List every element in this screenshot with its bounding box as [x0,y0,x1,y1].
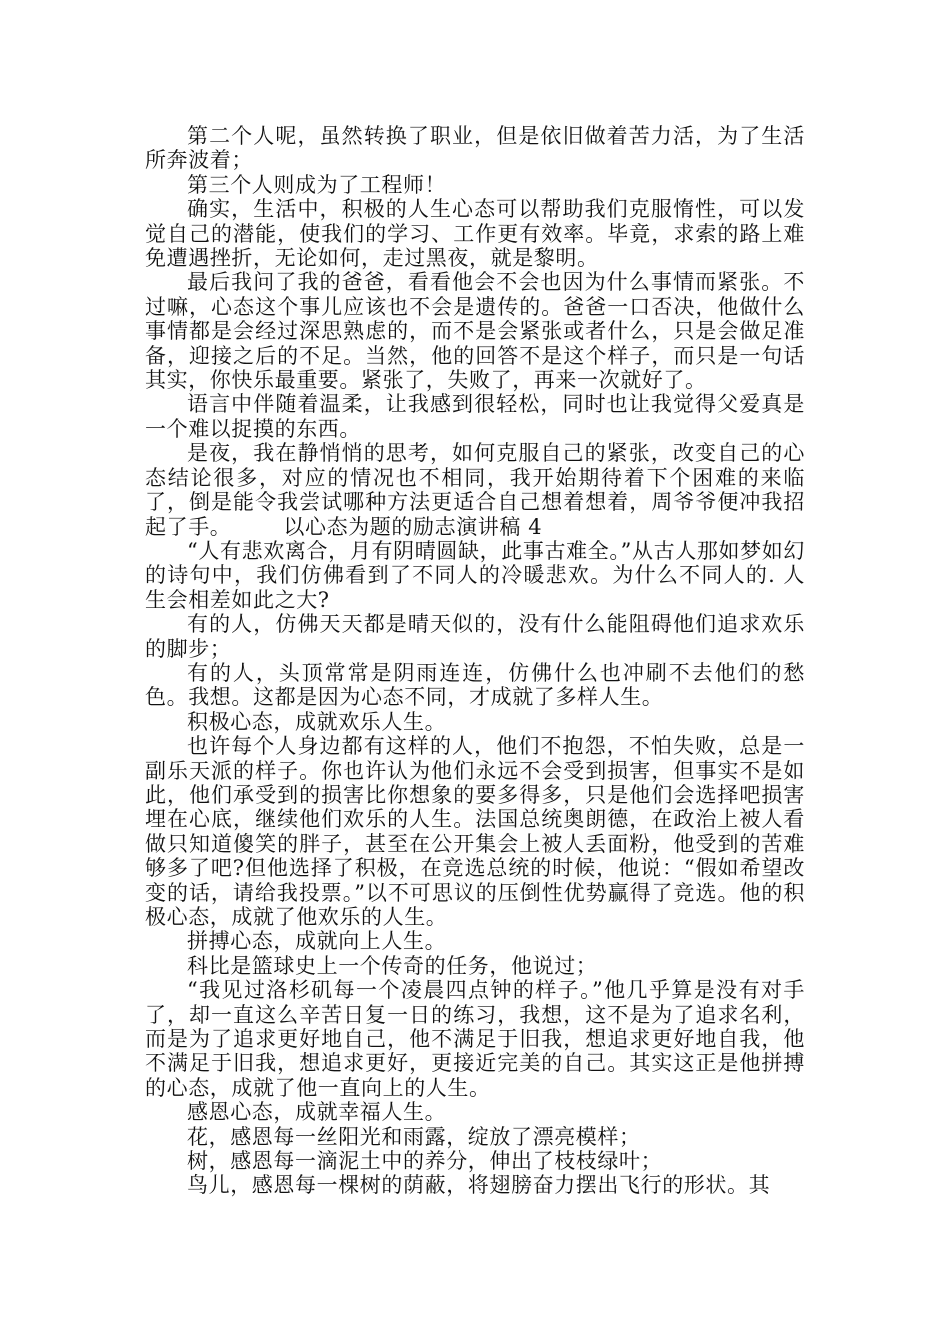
paragraph: 花，感恩每一丝阳光和雨露，绽放了漂亮模样； [187,1124,641,1149]
paragraph [145,441,805,539]
paragraph: 也许每个人身边都有这样的人，他们不抱怨，不怕失败，总是一副乐天派的样子。你也许认为他们永远不会受到损害，但事实不是如此，他们承受到的损害比你想象的要多得多，只是他们会选择吧损害埋在心底，继续他们欢乐的人生。法国总统奥朗德，在政治上被人看做只知道傻笑的胖子，甚至在公开集会上被人丢面粉，他受到的苦难够多了吧?但他选择了积极，在竞选总统的时候，他说：“假如希望改变的话，请给我投票。”以不可思议的压倒性优势赢得了竞选。他的积极心态，成就了他欢乐的人生。 [145,734,805,929]
paragraph: 第二个人呢，虽然转换了职业，但是依旧做着苦力活，为了生活所奔波着； [145,124,805,173]
paragraph: 第三个人则成为了工程师！ [187,172,447,197]
paragraph: “我见过洛杉矶每一个凌晨四点钟的样子。”他几乎算是没有对手了，却一直这么辛苦日复一日的练习，我想，这不是为了追求名利，而是为了追求更好地自己，他不满足于旧我，想追求更好地自我，他不满足于旧我，想追求更好，更接近完美的自己。其实这正是他拼搏的心态，成就了他一直向上的人生。 [145,978,805,1100]
paragraph: 拼搏心态，成就向上人生。 [187,929,447,954]
paragraph-text: 是夜，我在静悄悄的思考，如何克服自己的紧张，改变自己的心态结论很多，对应的情况也不相同，我开始期待着下个困难的来临了，倒是能令我尝试哪种方法更适合自己想着想着，周爷爷便冲我招起了手。 [145,441,805,539]
paragraph: 有的人，仿佛天天都是晴天似的，没有什么能阻碍他们追求欢乐的脚步； [145,612,805,661]
paragraph: “人有悲欢离合，月有阴晴圆缺，此事古难全。”从古人那如梦如幻的诗句中，我们仿佛看到了不同人的冷暖悲欢。为什么不同人的. 人生会相差如此之大? [145,538,805,612]
paragraph: 积极心态，成就欢乐人生。 [187,709,447,734]
paragraph: 树，感恩每一滴泥土中的养分，伸出了枝枝绿叶； [187,1149,663,1174]
paragraph: 确实，生活中，积极的人生心态可以帮助我们克服惰性，可以发觉自己的潜能，使我们的学习、工作更有效率。毕竟，求索的路上难免遭遇挫折，无论如何，走过黑夜，就是黎明。 [145,197,805,271]
paragraph: 感恩心态，成就幸福人生。 [187,1100,447,1125]
paragraph: 有的人，头顶常常是阴雨连连，仿佛什么也冲刷不去他们的愁色。我想。这都是因为心态不同，才成就了多样人生。 [145,660,805,710]
paragraph: 语言中伴随着温柔，让我感到很轻松，同时也让我觉得父爱真是一个难以捉摸的东西。 [145,392,805,441]
paragraph: 科比是篮球史上一个传奇的任务，他说过； [187,953,598,978]
document-body [145,124,805,1198]
paragraph: 最后我问了我的爸爸，看看他会不会也因为什么事情而紧张。不过嘛，心态这个事儿应该也不会是遗传的。爸爸一口否决，他做什么事情都是会经过深思熟虑的，而不是会紧张或者什么，只是会做足准备，迎接之后的不足。当然，他的回答不是这个样子，而只是一句话其实，你快乐最重要。紧张了，失败了，再来一次就好了。 [145,270,805,393]
paragraph: 鸟儿，感恩每一棵树的荫蔽，将翅膀奋力摆出飞行的形状。其 [187,1173,771,1198]
section-heading: 以心态为题的励志演讲稿 4 [283,514,543,539]
